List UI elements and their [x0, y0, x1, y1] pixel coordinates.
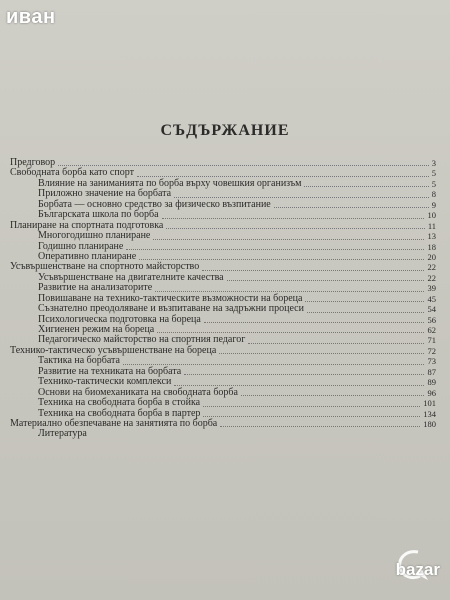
toc-entry-page: 180	[423, 418, 436, 429]
toc-leader-dots	[220, 416, 420, 427]
toc-entry-title: Съзнателно преодоляване и възпитаване на задръжни процеси	[38, 303, 304, 315]
toc-entry-title: Предговор	[10, 157, 56, 168]
toc-entry-page: 22	[427, 272, 436, 283]
toc-entry-page: 39	[427, 283, 436, 294]
toc-entry-title: Психологическа подготовка на бореца	[38, 313, 201, 325]
toc-entry-title: Усъвършенстване на двигателните качества	[38, 271, 224, 283]
toc-entry-title: Техника на свободната борба в партер	[38, 407, 201, 419]
toc-entry-title: Педагогическо майсторство на спортния педагог	[38, 334, 246, 346]
toc-entry-page: 10	[427, 210, 436, 221]
toc-entry-page: 5	[431, 178, 436, 189]
toc-entry-title: Технико-тактическо усъвършенстване на бореца	[10, 344, 217, 356]
toc-entry-page: 134	[423, 408, 436, 419]
toc-entry-page: 62	[427, 325, 436, 335]
toc-entry-page: 73	[427, 356, 436, 367]
toc-entry-title: Материално обезпечаване на занятията по борба	[10, 417, 218, 429]
toc-entry-title: Литература	[38, 428, 87, 440]
toc-entry-title: Борбата — основно средство за физическо възпитание	[38, 198, 271, 210]
toc-entry-title: Развитие на анализаторите	[38, 282, 153, 294]
toc-entry-page: 20	[427, 251, 436, 262]
toc-entry-page: 8	[431, 189, 436, 200]
toc-entry-title: Свободната борба като спорт	[10, 167, 134, 179]
toc-entry-title: Основи на биомеханиката на свободната борба	[38, 386, 238, 398]
toc-entry-page: 13	[427, 231, 436, 242]
bazar-logo-text: bazar	[395, 560, 440, 579]
toc-entry-title: Повишаване на технико-тактическите възможности на бореца	[38, 292, 303, 304]
toc-entry-page: 9	[431, 199, 436, 210]
toc-entry-page: 72	[427, 345, 436, 356]
watermark: иван	[6, 6, 56, 28]
toc-entry-page: 45	[427, 293, 436, 304]
toc-entry-page: 54	[427, 304, 436, 315]
toc-entry-title: Българската школа по борба	[38, 209, 159, 221]
toc-entry-title: Усъвършенстване на спортното майсторство	[10, 261, 200, 273]
toc-entry-page: 71	[427, 335, 436, 346]
toc-entry-page: 89	[427, 377, 436, 388]
toc-entry-page: 18	[427, 241, 436, 252]
toc-entry-page: 3	[431, 158, 436, 168]
toc-entry-page: 87	[427, 366, 436, 377]
table-of-contents	[10, 158, 436, 440]
toc-entry-title: Приложно значение на борбата	[38, 188, 172, 200]
page-title: СЪДЪРЖАНИЕ	[160, 122, 290, 139]
toc-entry-page: 5	[431, 168, 436, 179]
toc-entry-title: Хигиенен режим на бореца	[38, 324, 155, 335]
toc-entry-title: Технико-тактически комплекси	[38, 376, 172, 388]
toc-entry-title: Техника на свободната борба в стойка	[38, 397, 201, 409]
toc-entry-page: 11	[427, 220, 436, 231]
toc-entry-title: Влияние на заниманията по борба върху човешкия организъм	[38, 177, 302, 189]
toc-entry-title: Годишно планиране	[38, 240, 124, 252]
toc-entry-title: Многогодишно планиране	[38, 230, 151, 242]
toc-entry-page: 101	[423, 398, 436, 409]
toc-entry-page: 56	[427, 314, 436, 325]
toc-entry	[10, 429, 436, 439]
toc-entry-title: Оперативно планиране	[38, 250, 137, 262]
toc-entry-title: Тактика на борбата	[38, 355, 120, 367]
toc-entry-page: 96	[427, 387, 436, 398]
toc-entry-title: Планиране на спортната подготовка	[10, 219, 164, 231]
toc-entry-page: 22	[427, 262, 436, 273]
toc-entry-title: Развитие на техниката на борбата	[38, 365, 182, 377]
